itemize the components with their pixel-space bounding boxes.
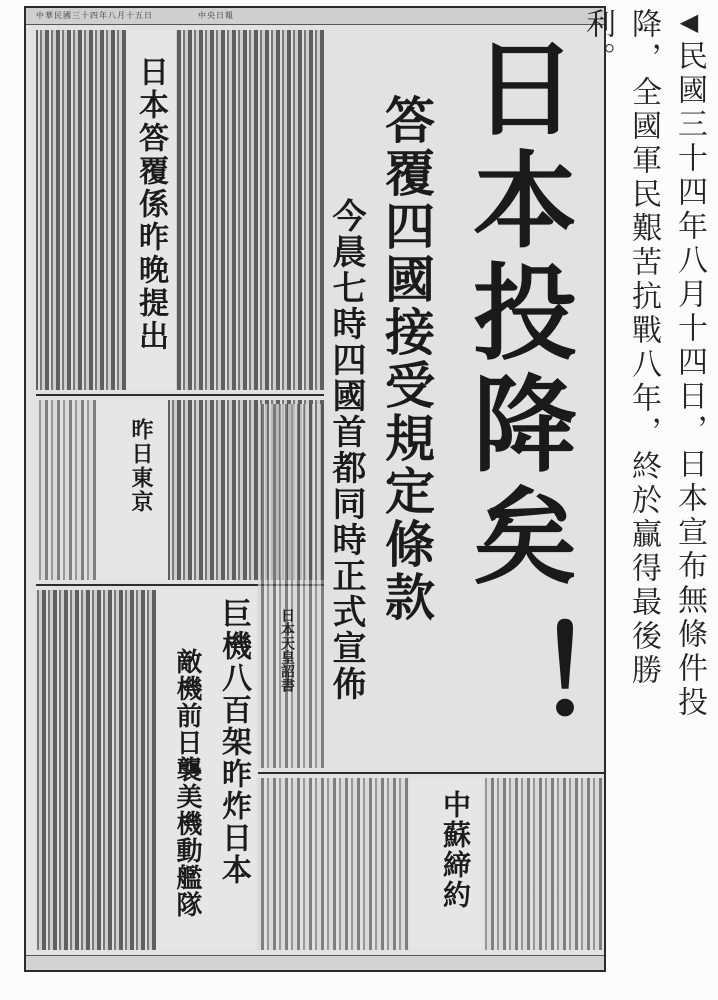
divider-rule: [36, 394, 324, 396]
text-columns-bottom-middle: [258, 778, 408, 950]
text-columns-bottom-left: [36, 590, 156, 950]
exclamation-mark: ！: [455, 618, 594, 738]
sino-soviet-headline: 中蘇締約: [439, 790, 472, 910]
photo-caption: [580, 8, 712, 728]
text-columns-tokyo-left: [36, 400, 96, 580]
text-columns-center: [258, 404, 324, 768]
text-columns-top-left: [36, 30, 126, 390]
caption-body: 民國三十四年八月十四日，日本宣布無條件投降，全國軍民艱苦抗戰八年，終於贏得最後勝利。: [580, 8, 707, 720]
sub-headline-accepts-terms: 答覆四國接受規定條款: [377, 94, 436, 624]
text-columns-top-middle: [176, 30, 324, 390]
tokyo-headline: 昨日東京: [128, 418, 154, 514]
left-headline-reply: 日本答覆係昨晚提出: [133, 56, 168, 353]
text-columns-bottom-right: [484, 778, 602, 950]
newspaper-scan: [24, 6, 606, 972]
divider-rule: [258, 772, 604, 774]
newspaper-masthead: 中華民國三十四年八月十五日 中央日報: [26, 8, 604, 25]
caption-arrow-icon: ◀: [675, 8, 703, 40]
sub-headline-announcement: 今晨七時四國首都同時正式宣佈: [326, 198, 366, 702]
newspaper-footer: [26, 955, 604, 970]
main-headline: 日本投降矣: [455, 34, 577, 594]
bombing-headline: 巨機八百架昨炸日本: [216, 598, 251, 886]
center-note: 日本天皇詔書: [279, 608, 295, 692]
caption-text: [574, 8, 712, 728]
bombing-subheadline: 敵機前日襲美機動艦隊: [172, 648, 202, 918]
